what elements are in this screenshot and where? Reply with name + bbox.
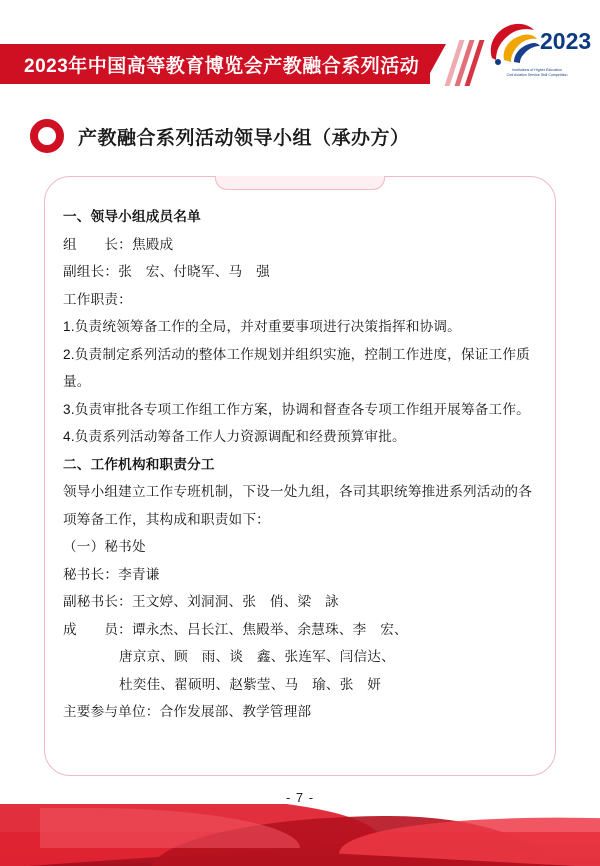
members-line-3: 杜奕佳、翟硕明、赵紫莹、马 瑜、张 妍 xyxy=(119,676,382,692)
members-row xyxy=(63,616,537,644)
banner-title: 2023年中国高等教育博览会产教融合系列活动 xyxy=(24,56,420,77)
logo-caption-line2: Civil Aviation Service Skill Competition xyxy=(506,73,568,77)
leader-row xyxy=(63,231,537,259)
duty-item-2: 2.负责制定系列活动的整体工作规划并组织实施，控制工作进度，保证工作质量。 xyxy=(63,346,530,389)
duty-item-4: 4.负责系列活动筹备工作人力资源调配和经费预算审批。 xyxy=(63,429,406,444)
participating-units-row xyxy=(63,698,537,726)
page-number: - 7 - xyxy=(285,790,315,805)
card-notch-decoration xyxy=(215,176,385,190)
content-card xyxy=(44,176,556,776)
logo-year: 2023 xyxy=(540,28,592,54)
members-label: 成 员： xyxy=(63,621,132,637)
duty-heading: 工作职责： xyxy=(63,291,132,307)
logo-mark-icon xyxy=(484,16,540,66)
duty-item-1: 1.负责统领筹备工作的全局，并对重要事项进行决策指挥和协调。 xyxy=(63,319,461,334)
section-title-row xyxy=(0,108,600,164)
logo-caption xyxy=(484,68,590,78)
circle-ring-icon xyxy=(30,119,64,153)
secretary-general-label: 秘书长： xyxy=(63,566,119,582)
event-logo xyxy=(484,14,590,94)
bottom-ribbon-decoration xyxy=(0,804,600,866)
secretary-general-row xyxy=(63,561,537,589)
page-header xyxy=(0,0,600,100)
participating-units-label: 主要参与单位： xyxy=(63,704,160,719)
deputy-secretary-value: 王文婷、刘洞洞、张 俏、梁 詠 xyxy=(131,594,339,609)
leader-value: 焦殿成 xyxy=(131,236,174,252)
org-paragraph: 领导小组建立工作专班机制，下设一处九组，各司其职统筹推进系列活动的各项筹备工作，其构成和职责如下： xyxy=(63,484,532,527)
logo-caption-line1: Institutions of Higher Education xyxy=(512,68,562,72)
subheading-secretariat: （一）秘书处 xyxy=(63,539,146,554)
duty-item-3: 3.负责审批各专项工作组工作方案，协调和督查各专项工作组开展筹备工作。 xyxy=(63,401,530,417)
deputy-leader-row xyxy=(63,258,537,286)
participating-units-value: 合作发展部、教学管理部 xyxy=(159,704,312,719)
leader-label: 组 长： xyxy=(63,236,132,252)
members-line-2: 唐京京、顾 雨、谈 鑫、张连军、闫信达、 xyxy=(119,649,395,664)
members-line-1: 谭永杰、吕长江、焦殿举、余慧珠、李 宏、 xyxy=(131,621,408,637)
secretary-general-value: 李青谦 xyxy=(118,566,160,582)
deputy-leader-label: 副组长： xyxy=(63,264,119,279)
header-red-bar-tail xyxy=(424,44,446,84)
deputy-leader-value: 张 宏、付晓军、马 强 xyxy=(118,264,270,279)
page-title: 产教融合系列活动领导小组（承办方） xyxy=(78,127,410,149)
deputy-secretary-label: 副秘书长： xyxy=(63,594,132,609)
content-body xyxy=(63,203,537,753)
deputy-secretary-row xyxy=(63,588,537,616)
heading-org-structure: 二、工作机构和职责分工 xyxy=(63,456,215,472)
heading-members-list: 一、领导小组成员名单 xyxy=(63,209,201,224)
